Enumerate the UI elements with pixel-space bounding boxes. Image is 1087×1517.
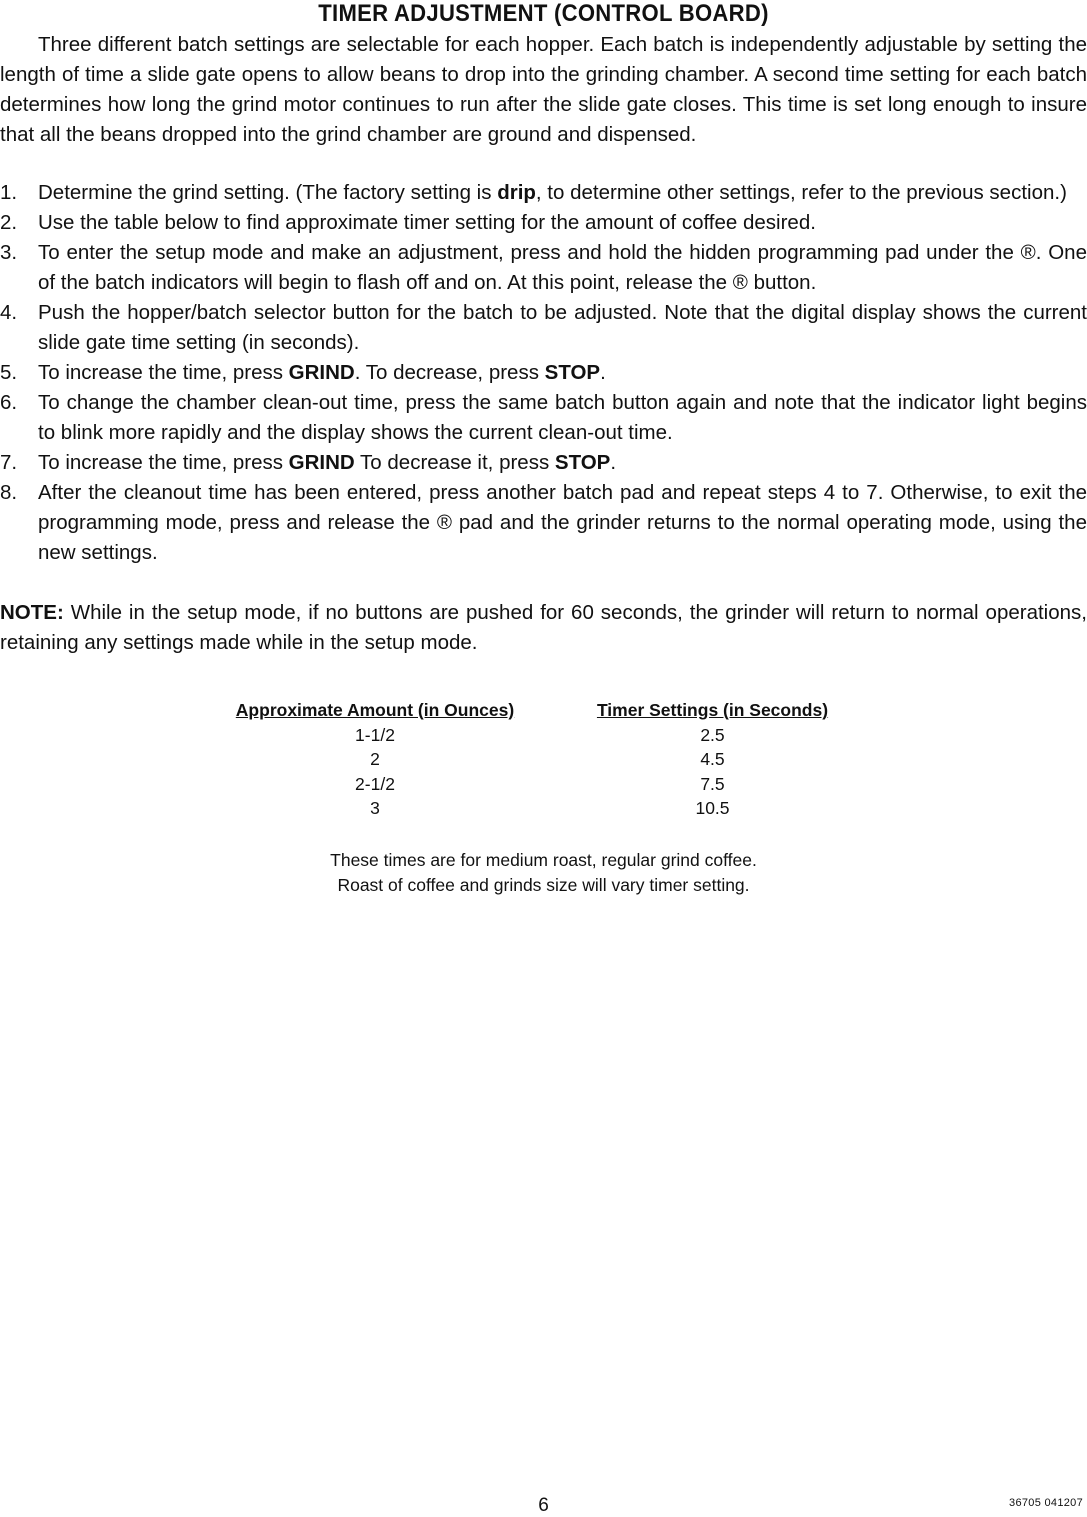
step-number: 2. — [0, 211, 18, 234]
step-number: 3. — [0, 241, 18, 264]
footnote-line: These times are for medium roast, regular grind coffee. — [330, 850, 757, 870]
page-number: 6 — [538, 1495, 549, 1516]
table-cell: 2 — [370, 749, 380, 769]
seconds-column-header: Timer Settings (in Seconds) — [596, 700, 829, 720]
list-item: 2. Use the table below to find approximate timer setting for the amount of coffee desired. — [0, 208, 1087, 238]
table-cell: 2.5 — [700, 724, 725, 745]
amount-column-header: Approximate Amount (in Ounces) — [235, 700, 515, 720]
table-cell: 1-1/2 — [355, 724, 395, 745]
list-item: 8. After the cleanout time has been entered, press another batch pad and repeat steps 4 to 7. Otherwise, to exit the programming mode, press and release the ® pad and the grinder returns to the normal operating mode, using the new settings. — [0, 478, 1087, 568]
list-item: 3. To enter the setup mode and make an adjustment, press and hold the hidden programming pad under the ®. One of the batch indicators will begin to flash off and on. At this point, release the ® button. — [0, 238, 1087, 298]
page-title: TIMER ADJUSTMENT (CONTROL BOARD) — [318, 0, 769, 27]
step-number: 4. — [0, 301, 18, 324]
amount-column — [205, 698, 545, 821]
note-label: NOTE: — [0, 601, 64, 624]
table-cell: 7.5 — [700, 773, 725, 794]
steps-list — [0, 178, 1087, 568]
table-cell: 4.5 — [700, 749, 725, 769]
step-number: 6. — [0, 391, 18, 414]
list-item: 5. To increase the time, press GRIND. To decrease, press STOP. — [0, 358, 1087, 388]
seconds-column — [560, 698, 865, 821]
list-item: 4. Push the hopper/batch selector button for the batch to be adjusted. Note that the digital display shows the current slide gate time setting (in seconds). — [0, 298, 1087, 358]
document-code: 36705 041207 — [1009, 1497, 1083, 1509]
table-footnote — [0, 848, 1087, 898]
list-item: 1. Determine the grind setting. (The factory setting is drip, to determine other settings, refer to the previous section.) — [0, 178, 1087, 208]
note-paragraph — [0, 598, 1087, 658]
note-text: While in the setup mode, if no buttons are pushed for 60 seconds, the grinder will return to normal operations, retaining any settings made while in the setup mode. — [0, 601, 1087, 654]
step-number: 7. — [0, 451, 18, 474]
list-item: 6. To change the chamber clean-out time, press the same batch button again and note that the indicator light begins to blink more rapidly and the display shows the current clean-out time. — [0, 388, 1087, 448]
table-cell: 2-1/2 — [355, 773, 395, 794]
footnote-line: Roast of coffee and grinds size will vary timer setting. — [337, 875, 750, 895]
step-number: 8. — [0, 481, 18, 504]
table-cell: 3 — [370, 798, 380, 818]
step-number: 1. — [0, 181, 18, 204]
step-number: 5. — [0, 361, 18, 384]
list-item: 7. To increase the time, press GRIND To decrease it, press STOP. — [0, 448, 1087, 478]
intro-paragraph: Three different batch settings are selectable for each hopper. Each batch is independently adjustable by setting the length of time a slide gate opens to allow beans to drop into the grinding chamber. A second time setting for each batch determines how long the grind motor continues to run after the slide gate closes. This time is set long enough to insure that all the beans dropped into the grind chamber are ground and dispensed. — [0, 33, 1087, 146]
table-cell: 10.5 — [695, 798, 730, 818]
